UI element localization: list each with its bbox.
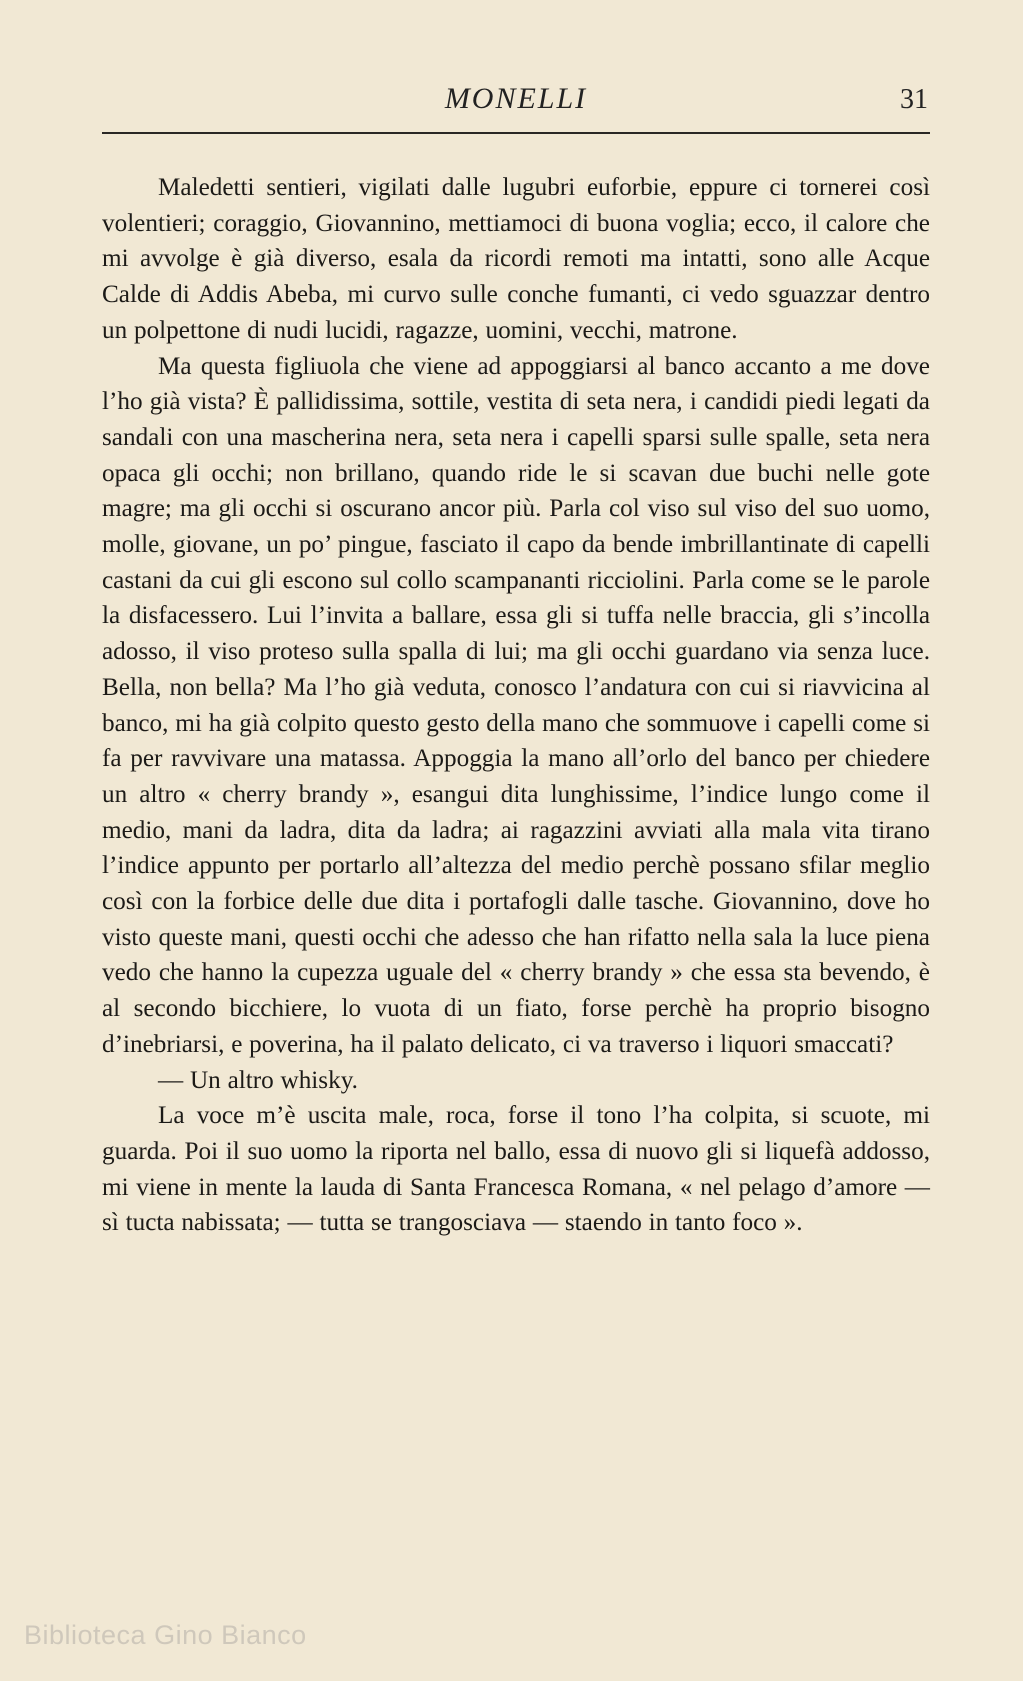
dialogue-line: — Un altro whisky. [158,1066,358,1094]
running-header [102,82,930,128]
header-rule [102,132,930,134]
paragraph-1: Maledetti sentieri, vigilati dalle lugubri euforbie, eppure ci tornerei così volentieri; coraggio, Giovannino, mettiamoci di buona voglia; ecco, il calore che mi avvolge è già diverso, esala da ricordi remoti ma intatti, sono alle Acque Calde di Addis Abeba, mi curvo sulle conche fumanti, ci vedo sguazzar dentro un polpettone di nudi lucidi, ragazze, uomini, vecchi, matrone. [102,174,930,344]
library-watermark: Biblioteca Gino Bianco [24,1620,307,1650]
page-number: 31 [900,84,928,115]
body-text [102,170,930,1241]
running-title: MONELLI [444,82,588,115]
paragraph-3: La voce m’è uscita male, roca, forse il tono l’ha colpita, si scuote, mi guarda. Poi il suo uomo la riporta nel ballo, essa di nuovo gli si liquefà addosso, mi viene in mente la lauda di Santa Francesca Romana, « nel pelago d’amore — sì tucta nabissata; — tutta se trangosciava — staendo in tanto foco ». [102,1102,930,1237]
paragraph-2: Ma questa figliuola che viene ad appoggiarsi al banco accanto a me dove l’ho già vista? È pallidissima, sottile, vestita di seta nera, i candidi piedi legati da sandali con una mascherina nera, seta nera i capelli sparsi sulle spalle, seta nera opaca gli occhi; non brillano, quando ride le si scavan due buchi nelle gote magre; ma gli occhi si oscurano ancor più. Parla col viso sul viso del suo uomo, molle, giovane, un po’ pingue, fasciato il capo da bende imbrillantinate di capelli castani da cui gli escono sul collo scampananti ricciolini. Parla come se le parole la disfacessero. Lui l’invita a ballare, essa gli si tuffa nelle braccia, gli s’incolla adosso, il viso proteso sulla spalla di lui; ma gli occhi guardano via senza luce. Bella, non bella? Ma l’ho già veduta, conosco l’andatura con cui si riavvicina al banco, mi ha già colpito questo gesto della mano che sommuove i capelli come si fa per ravvivare una matassa. Appoggia la mano all’orlo del banco per chiedere un altro « cherry brandy », esangui dita lunghissime, l’indice lungo come il medio, mani da ladra, dita da ladra; ai ragazzini avviati alla mala vita tirano l’indice appunto per portarlo all’altezza del medio perchè possano sfilar meglio così con la forbice delle due dita i portafogli dalle tasche. Giovannino, dove ho visto queste mani, questi occhi che adesso che han rifatto nella sala la luce piena vedo che hanno la cupezza uguale del « cherry brandy » che essa sta bevendo, è al secondo bicchiere, lo vuota di un fiato, forse perchè ha proprio bisogno d’inebriarsi, e poverina, ha il palato delicato, ci va traverso i liquori smaccati? [102,352,930,1058]
